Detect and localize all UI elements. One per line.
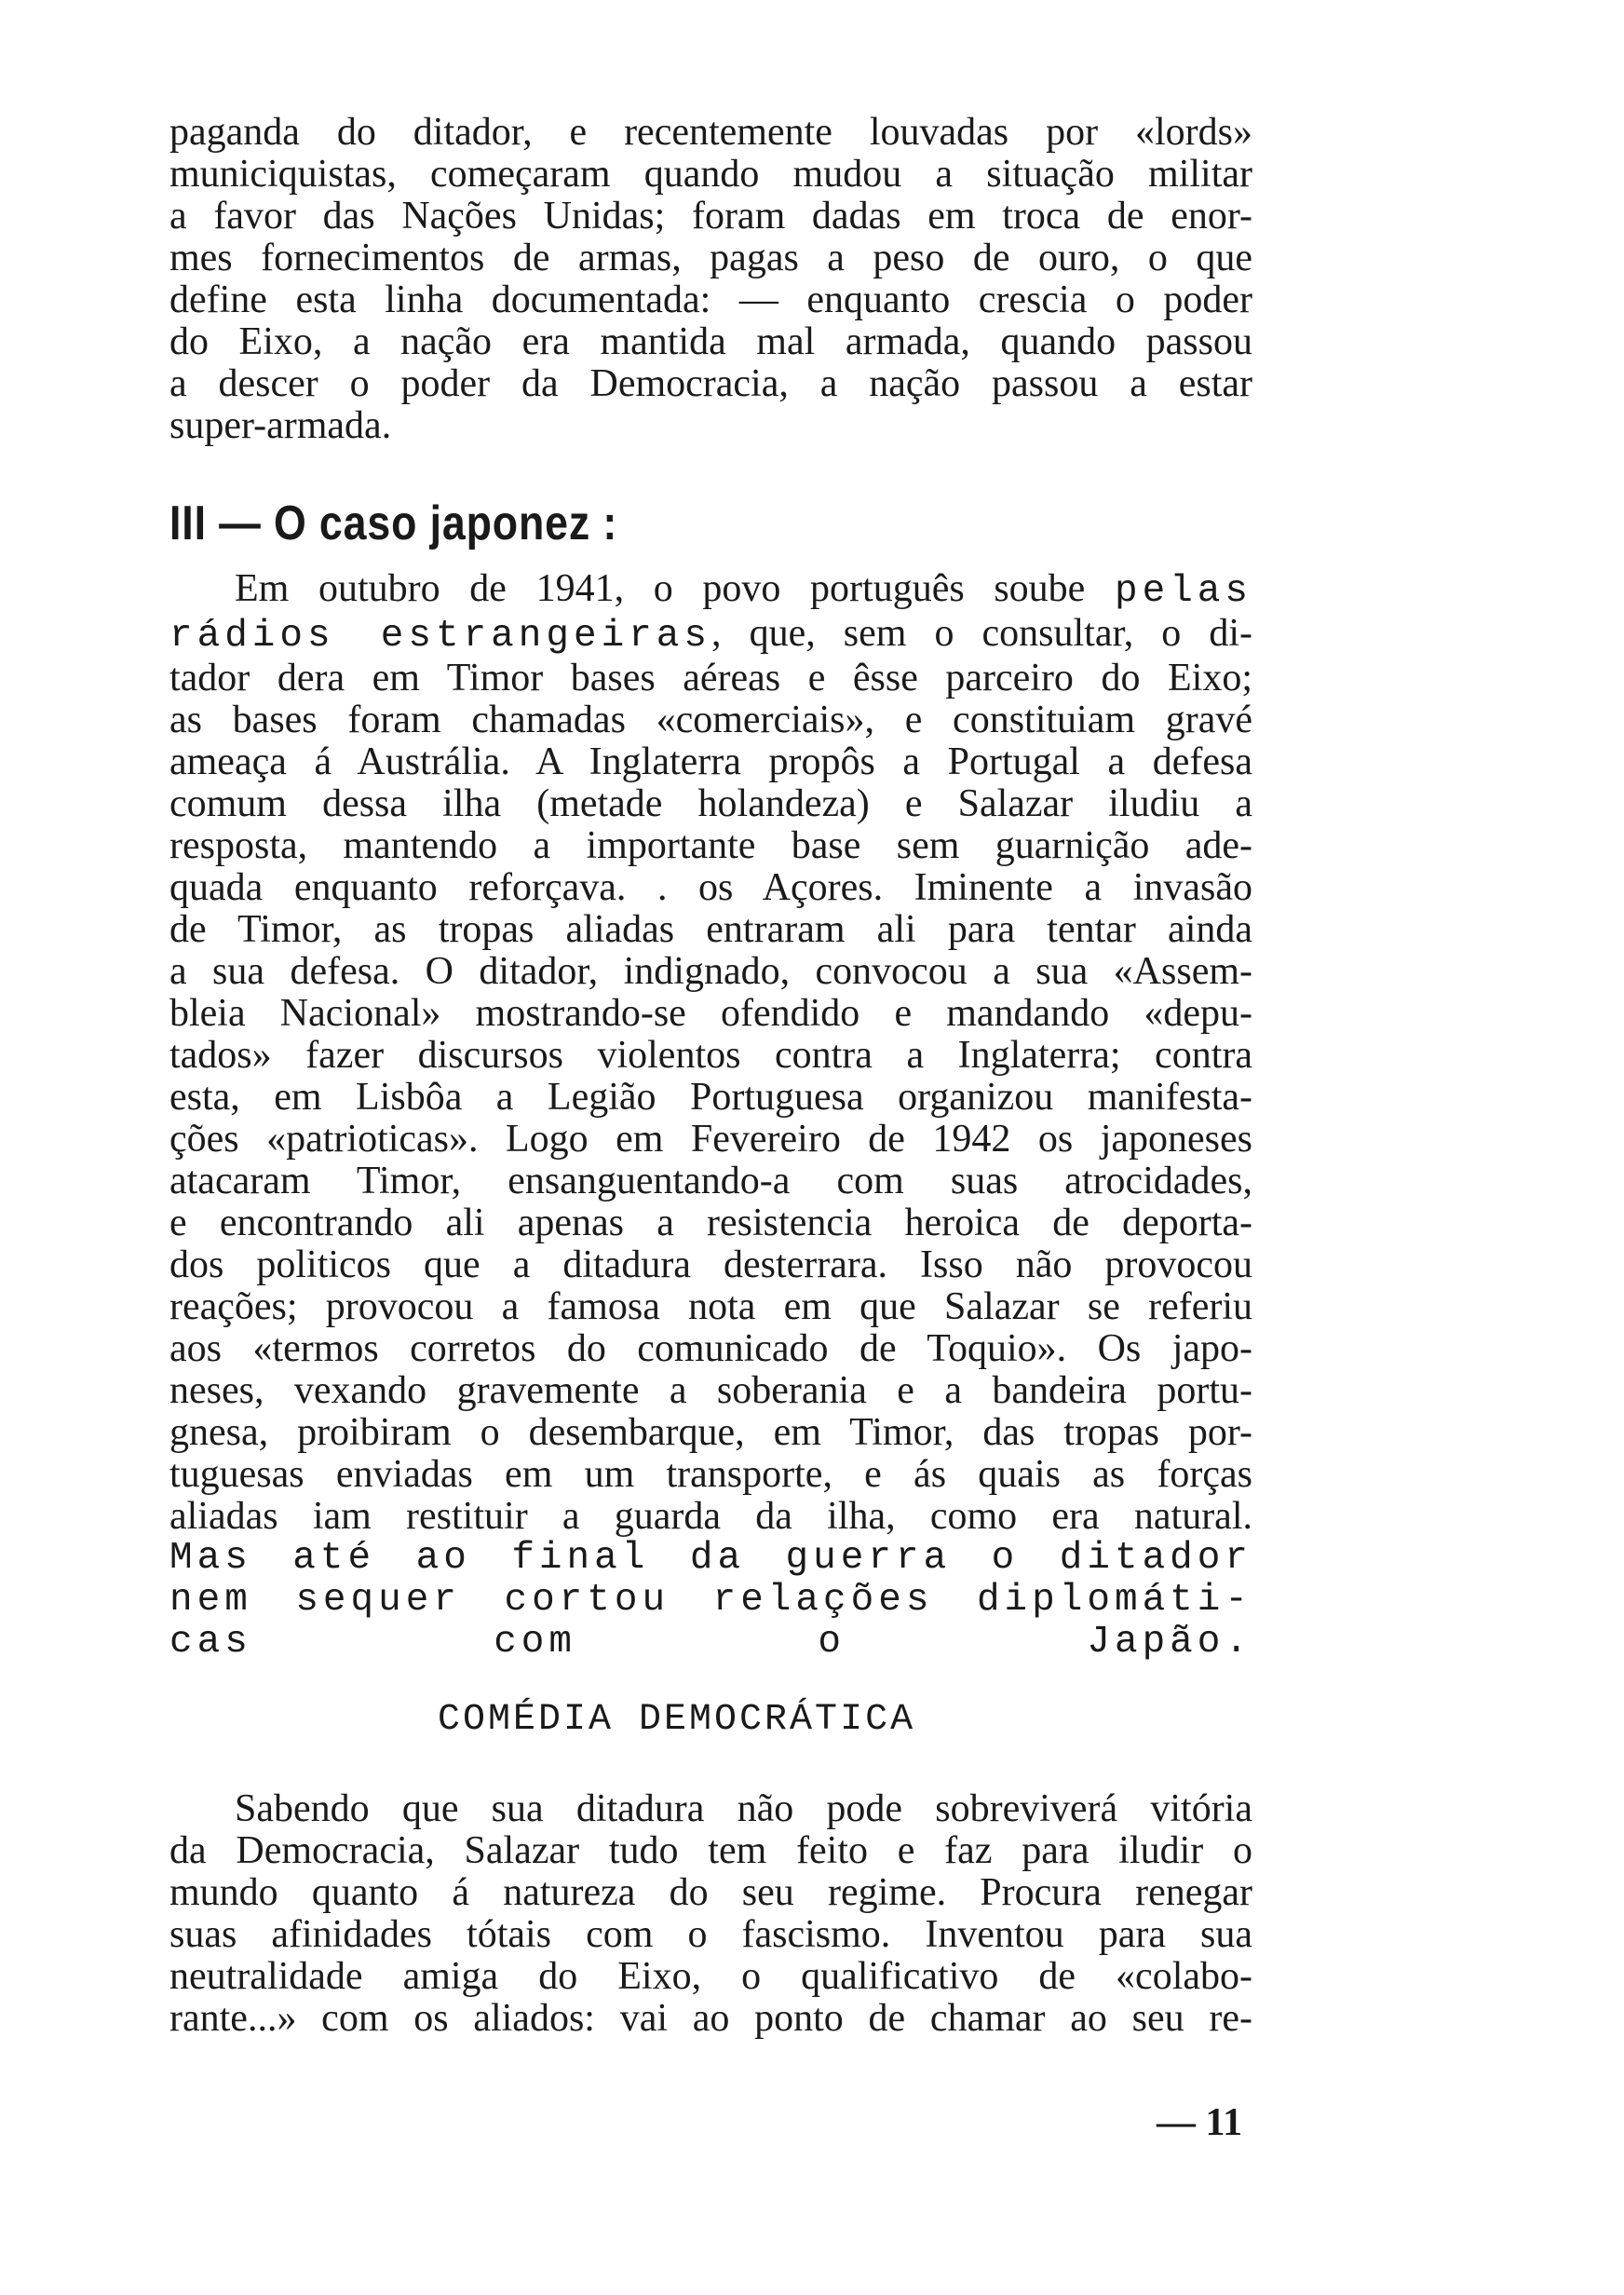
text-line: suas afinidades tótais com o fascismo. Inventou para sua <box>169 1913 1252 1956</box>
text-line: esta, em Lisbôa a Legião Portuguesa organizou manifesta- <box>169 1076 1252 1119</box>
text-line: aliadas iam restituir a guarda da ilha, como era natural. <box>169 1495 1252 1538</box>
text-line: atacaram Timor, ensanguentando-a com suas atrocidades, <box>169 1160 1252 1202</box>
text-line <box>169 613 1252 658</box>
text-line: a descer o poder da Democracia, a nação passou a estar <box>169 362 1252 405</box>
text-line: e encontrando ali apenas a resistencia heroica de deporta- <box>169 1202 1252 1244</box>
text-line: mundo quanto á natureza do seu regime. Procura renegar <box>169 1871 1252 1914</box>
text-line: de Timor, as tropas aliadas entraram ali para tentar ainda <box>169 908 1252 951</box>
page-number: — 11 <box>1157 2101 1243 2144</box>
text-line: Sabendo que sua ditadura não pode sobreviverá vitória <box>235 1787 1252 1830</box>
text-segment: , que, sem o consultar, o di- <box>711 612 1252 655</box>
text-line: municiquistas, começaram quando mudou a situação militar <box>169 153 1252 196</box>
text-line: da Democracia, Salazar tudo tem feito e faz para iludir o <box>169 1829 1252 1872</box>
text-line: dos politicos que a ditadura desterrara. Isso não provocou <box>169 1243 1252 1286</box>
text-line: reações; provocou a famosa nota em que Salazar se referiu <box>169 1285 1252 1328</box>
text-line: neutralidade amiga do Eixo, o qualificativo de «colabo- <box>169 1955 1252 1998</box>
typewritten-segment: pelas <box>1114 570 1253 613</box>
text-line: tador dera em Timor bases aéreas e êsse parceiro do Eixo; <box>169 657 1252 699</box>
text-line: define esta linha documentada: — enquanto crescia o poder <box>169 278 1252 321</box>
text-line: as bases foram chamadas «comerciais», e constituiam gravé <box>169 699 1252 741</box>
text-line: a sua defesa. O ditador, indignado, convocou a sua «Assem- <box>169 950 1252 993</box>
paragraph-3 <box>169 1788 1252 2040</box>
text-line: mes fornecimentos de armas, pagas a peso de ouro, o que <box>169 237 1252 279</box>
text-line: neses, vexando gravemente a soberania e a bandeira portu- <box>169 1369 1252 1412</box>
text-line: gnesa, proibiram o desembarque, em Timor, das tropas por- <box>169 1411 1252 1454</box>
text-line: paganda do ditador, e recentemente louvadas por «lords» <box>169 111 1252 154</box>
text-line: rante...» com os aliados: vai ao ponto de chamar ao seu re- <box>169 1997 1252 2040</box>
text-line: a favor das Nações Unidas; foram dadas em troca de enor- <box>169 195 1252 238</box>
text-line <box>169 568 1252 613</box>
subheading: COMÉDIA DEMOCRÁTICA <box>438 1699 916 1741</box>
text-segment: Em outubro de 1941, o povo português soube <box>235 567 1086 610</box>
text-line: comum dessa ilha (metade holandeza) e Salazar iludiu a <box>169 782 1252 825</box>
text-line: tados» fazer discursos violentos contra a Inglaterra; contra <box>169 1034 1252 1077</box>
text-line: aos «termos corretos do comunicado de Toquio». Os japo- <box>169 1327 1252 1370</box>
text-line: tuguesas enviadas em um transporte, e ás quais as forças <box>169 1453 1252 1496</box>
paragraph-1 <box>169 112 1252 447</box>
typewritten-line: nem sequer cortou relações diplomáti- <box>169 1579 1252 1622</box>
text-line: resposta, mantendo a importante base sem guarnição ade- <box>169 824 1252 867</box>
text-line: quada enquanto reforçava. . os Açores. Iminente a invasão <box>169 866 1252 909</box>
text-line: super-armada. <box>169 404 392 447</box>
typewritten-segment: rádios estrangeiras <box>169 615 712 658</box>
text-line: ameaça á Austrália. A Inglaterra propôs a Portugal a defesa <box>169 740 1252 783</box>
paragraph-2 <box>169 568 1252 1664</box>
text-line: do Eixo, a nação era mantida mal armada, quando passou <box>169 320 1252 363</box>
text-line: bleia Nacional» mostrando-se ofendido e mandando «depu- <box>169 992 1252 1035</box>
section-heading: III — O caso japonez : <box>169 496 618 550</box>
typewritten-line: Mas até ao final da guerra o ditador <box>169 1537 1252 1580</box>
typewritten-line: cas com o Japão. <box>169 1621 1252 1664</box>
text-line: ções «patrioticas». Logo em Fevereiro de 1942 os japoneses <box>169 1118 1252 1161</box>
